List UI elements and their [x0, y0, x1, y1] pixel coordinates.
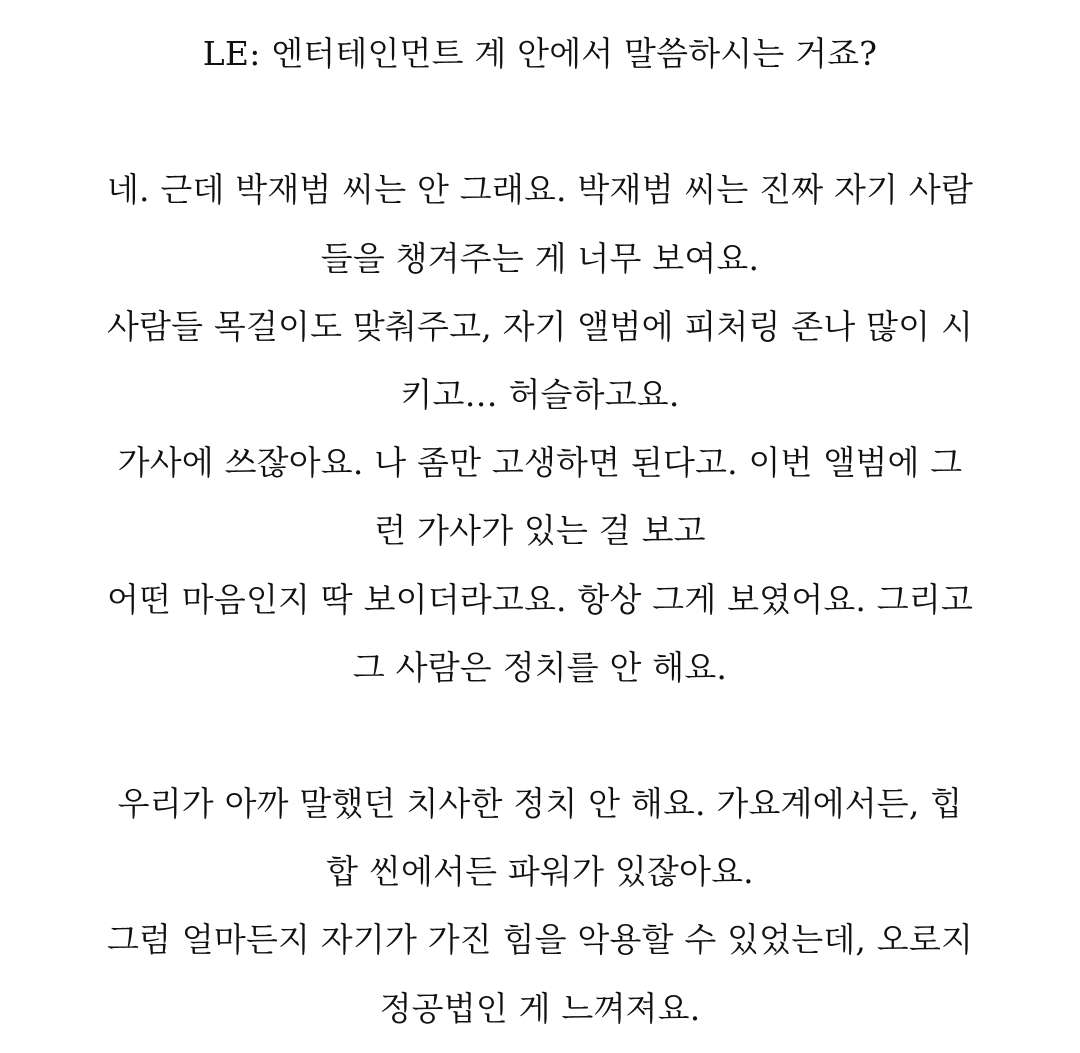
answer-line: 정공법인 게 느껴져요.: [379, 988, 701, 1028]
answer-line: 우리가 아까 말했던 치사한 정치 안 해요. 가요계에서든, 힙: [117, 784, 963, 824]
answer-line: 그럼 얼마든지 자기가 가진 힘을 악용할 수 있었는데, 오로지: [106, 920, 974, 960]
paragraph-gap: [0, 702, 1080, 770]
answer-line: 들을 챙겨주는 게 너무 보여요.: [320, 238, 760, 278]
answer-line: 키고… 허슬하고요.: [400, 374, 680, 414]
paragraph-gap: [0, 88, 1080, 156]
answer-line: 런 가사가 있는 걸 보고: [374, 511, 706, 551]
question-line: LE: 엔터테인먼트 계 안에서 말씀하시는 거죠?: [202, 34, 878, 73]
answer-line: 가사에 쓰잖아요. 나 좀만 고생하면 된다고. 이번 앨범에 그: [117, 443, 963, 483]
answer-line: 사람들 목걸이도 맞춰주고, 자기 앨범에 피처링 존나 많이 시: [106, 306, 974, 346]
answer-line: 그 사람은 정치를 안 해요.: [352, 647, 728, 687]
answer-line: 합 씬에서든 파워가 있잖아요.: [326, 852, 754, 892]
answer-line: 어떤 마음인지 딱 보이더라고요. 항상 그게 보였어요. 그리고: [106, 579, 974, 619]
answer-line: 네. 근데 박재범 씨는 안 그래요. 박재범 씨는 진짜 자기 사람: [106, 170, 974, 210]
